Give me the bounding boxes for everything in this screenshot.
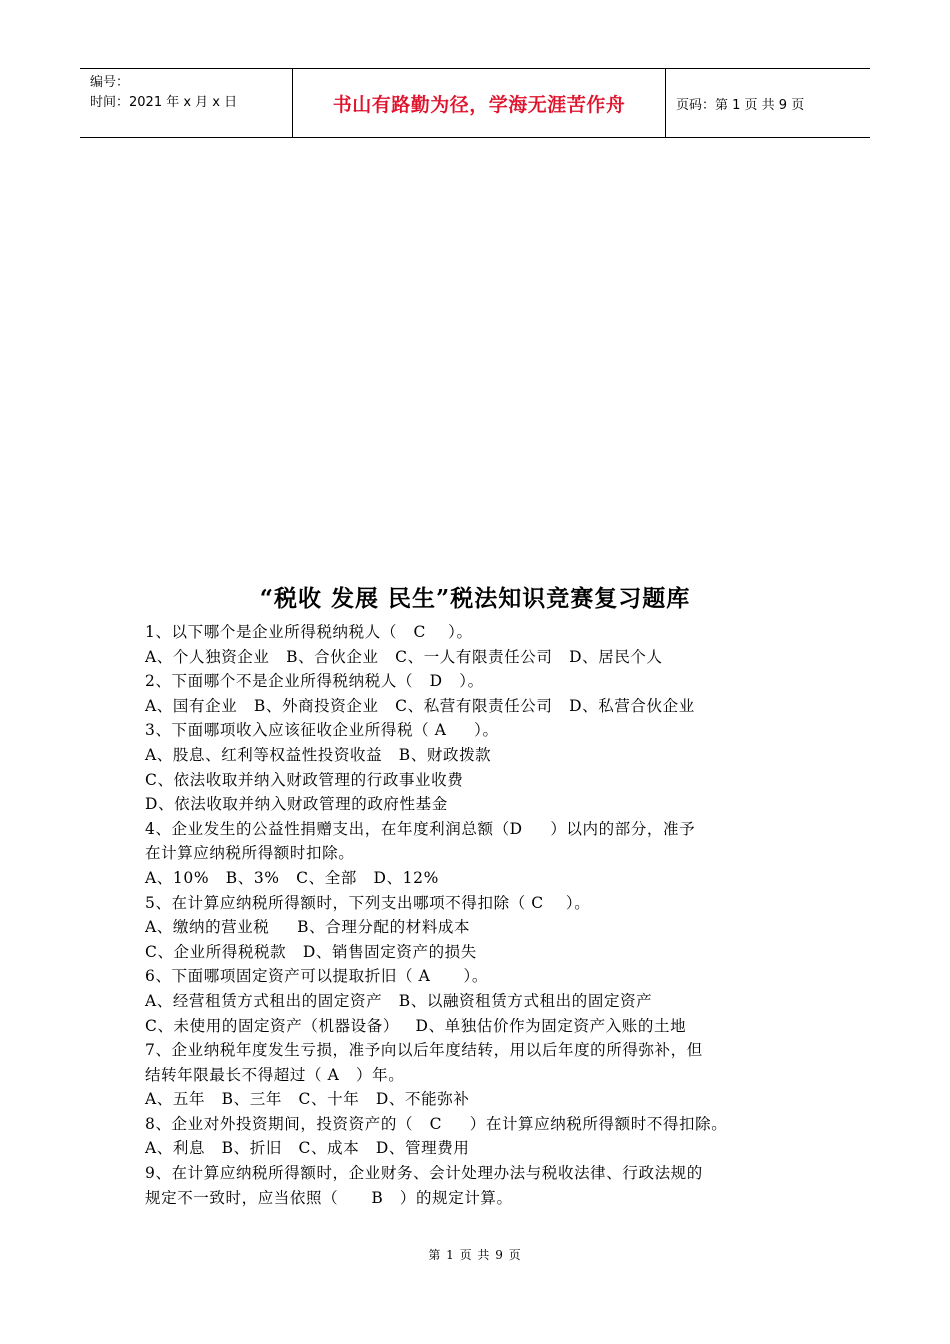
text-line: A、五年 B、三年 C、十年 D、不能弥补 (145, 1090, 470, 1109)
text-line: 2、下面哪个不是企业所得税纳税人（ D ）。 (145, 672, 484, 691)
text-line: A、经营租赁方式租出的固定资产 B、以融资租赁方式租出的固定资产 (145, 991, 653, 1010)
header-motto-cell (292, 69, 666, 137)
text-line: C、未使用的固定资产（机器设备） D、单独估价作为固定资产入账的土地 (145, 1016, 687, 1035)
header-page-cell (666, 69, 870, 137)
document-title: “税收 发展 民生”税法知识竞赛复习题库 (259, 585, 691, 612)
text-line: C、依法收取并纳入财政管理的行政事业收费 (145, 770, 464, 789)
header-meta (80, 69, 292, 137)
page-header (80, 68, 870, 138)
text-line: 规定不一致时，应当依照（ B ）的规定计算。 (145, 1188, 513, 1207)
text-line: A、缴纳的营业税 B、合理分配的材料成本 (145, 918, 471, 937)
text-line: 6、下面哪项固定资产可以提取折旧（ A ）。 (145, 967, 488, 986)
date-label: 时间：2021 年 x 月 x 日 (90, 95, 238, 110)
text-line: A、个人独资企业 B、合伙企业 C、一人有限责任公司 D、居民个人 (145, 647, 663, 666)
question-list (145, 620, 825, 1210)
text-line: A、国有企业 B、外商投资企业 C、私营有限责任公司 D、私营合伙企业 (145, 696, 695, 715)
text-line: A、10% B、3% C、全部 D、12% (145, 868, 439, 887)
text-line: 在计算应纳税所得额时扣除。 (145, 844, 355, 863)
text-line: D、依法收取并纳入财政管理的政府性基金 (145, 795, 448, 814)
serial-label: 编号： (90, 75, 130, 90)
text-line: 3、下面哪项收入应该征收企业所得税（ A ）。 (145, 721, 499, 740)
text-line: A、股息、红利等权益性投资收益 B、财政拨款 (145, 745, 492, 764)
text-line: 7、企业纳税年度发生亏损，准予向以后年度结转，用以后年度的所得弥补，但 (145, 1041, 703, 1060)
text-line: 5、在计算应纳税所得额时，下列支出哪项不得扣除（ C ）。 (145, 893, 591, 912)
page-info: 页码：第 1 页 共 9 页 (676, 97, 805, 113)
text-line: 8、企业对外投资期间，投资资产的（ C ）在计算应纳税所得额时不得扣除。 (145, 1114, 728, 1133)
motto: 书山有路勤为径，学海无涯苦作舟 (332, 93, 626, 116)
text-line: 4、企业发生的公益性捐赠支出，在年度利润总额（D ）以内的部分，准予 (145, 819, 696, 838)
text-line: 结转年限最长不得超过（ A ）年。 (145, 1065, 405, 1084)
text-line: C、企业所得税税款 D、销售固定资产的损失 (145, 942, 477, 961)
page-footer: 第 1 页 共 9 页 (428, 1248, 522, 1262)
text-line: 1、以下哪个是企业所得税纳税人（ C ）。 (145, 623, 473, 641)
text-line: A、利息 B、折旧 C、成本 D、管理费用 (145, 1139, 470, 1158)
text-line: 9、在计算应纳税所得额时，企业财务、会计处理办法与税收法律、行政法规的 (145, 1164, 703, 1183)
